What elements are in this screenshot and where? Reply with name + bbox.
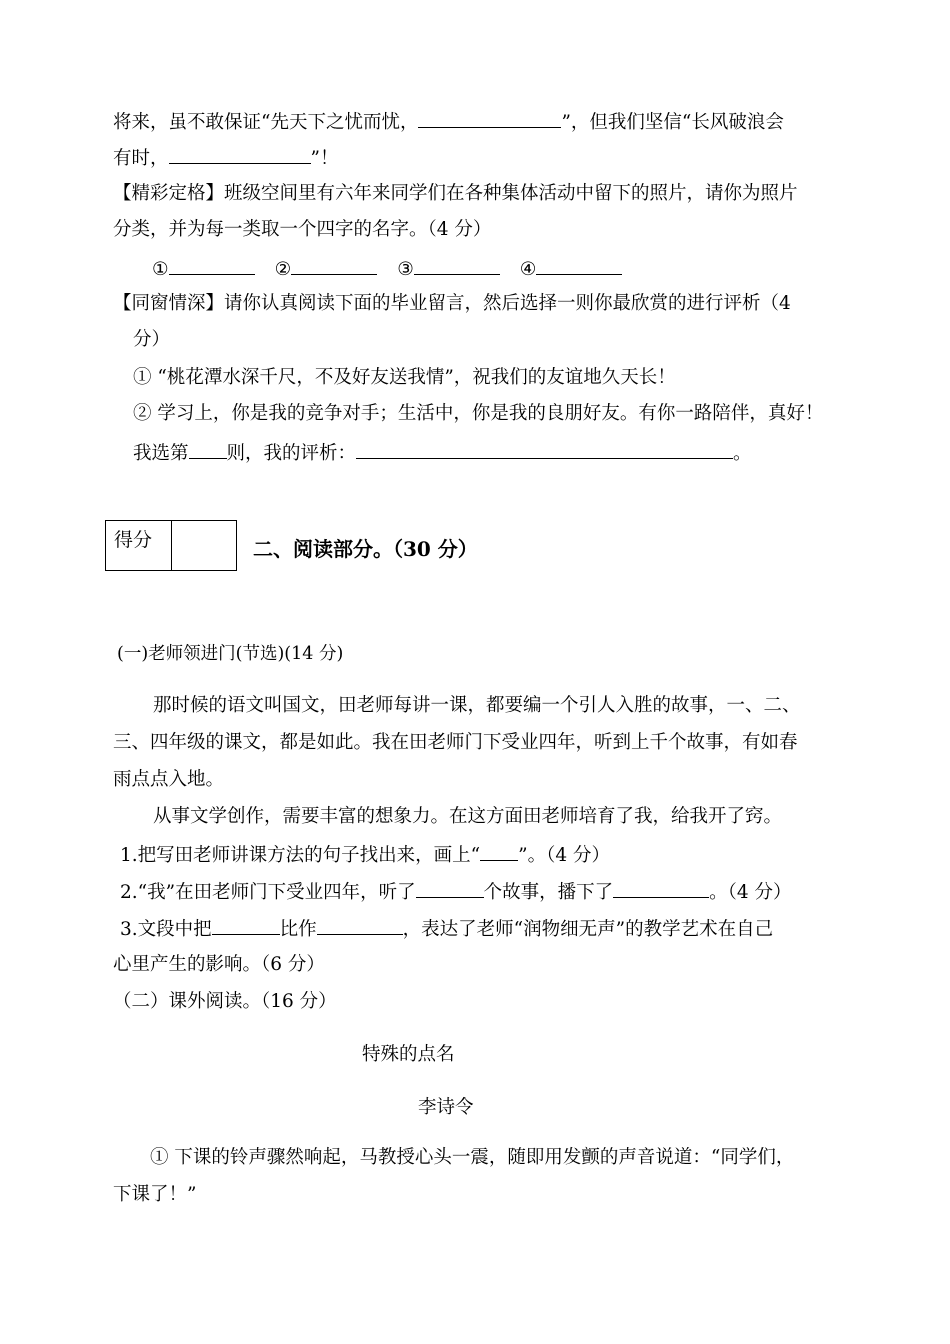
- fill-blank[interactable]: [189, 440, 227, 459]
- text-line: [113, 145, 338, 171]
- reading2-heading: （二）课外阅读。（16 分）: [113, 991, 337, 1012]
- article-title: 特殊的点名: [362, 1044, 455, 1065]
- fill-blank[interactable]: [291, 256, 377, 275]
- score-label: 得分: [106, 521, 172, 570]
- score-box: [105, 520, 237, 571]
- question-2: [120, 879, 792, 905]
- reading1-para1-line2: 三、四年级的课文，都是如此。我在田老师门下受业四年，听到上千个故事，有如春: [113, 732, 798, 753]
- reading2-para1-line1: ① 下课的铃声骤然响起，马教授心头一震，随即用发颤的声音说道：“同学们，: [150, 1147, 795, 1168]
- text-segment: ，表达了老师“润物细无声”的教学艺术在自己: [402, 919, 774, 940]
- question-jingcai-line1: 【精彩定格】班级空间里有六年来同学们在各种集体活动中留下的照片，请你为照片: [113, 183, 798, 204]
- article-author: 李诗令: [418, 1097, 474, 1118]
- answer-blanks-row: [152, 256, 622, 282]
- question-1: [120, 842, 610, 868]
- section-title: 二、阅读部分。（30 分）: [253, 537, 478, 561]
- text-segment: ”！: [310, 148, 339, 169]
- fill-blank[interactable]: [356, 440, 733, 459]
- text-line: [113, 109, 784, 135]
- text-segment: 我选第: [133, 443, 189, 464]
- text-segment: 有时，: [113, 148, 169, 169]
- text-segment: 2.“我”在田老师门下受业四年，听了: [120, 882, 416, 903]
- text-segment: 3.文段中把: [120, 919, 212, 940]
- question-tongchuang-line1: 【同窗情深】请你认真阅读下面的毕业留言，然后选择一则你最欣赏的进行评析（4: [113, 293, 791, 314]
- question-tongchuang-line2: 分）: [133, 329, 171, 350]
- fill-blank[interactable]: [169, 256, 255, 275]
- item-number: ①: [152, 259, 169, 280]
- fill-blank[interactable]: [414, 256, 500, 275]
- fill-blank[interactable]: [536, 256, 622, 275]
- item-number: ④: [519, 259, 537, 280]
- reading1-heading: (一)老师领进门(节选)(14 分): [117, 644, 344, 664]
- text-segment: 。: [733, 443, 752, 464]
- text-segment: ”，但我们坚信“长风破浪会: [561, 112, 784, 133]
- text-segment: 。（4 分）: [709, 882, 792, 903]
- message-2: ② 学习上，你是我的竞争对手；生活中，你是我的良朋好友。有你一路陪伴，真好！: [133, 403, 824, 424]
- text-segment: 比作: [279, 919, 317, 940]
- item-number: ③: [397, 259, 414, 280]
- fill-blank[interactable]: [416, 879, 484, 898]
- fill-blank[interactable]: [480, 842, 518, 861]
- reading1-para2: 从事文学创作，需要丰富的想象力。在这方面田老师培育了我，给我开了窍。: [153, 806, 783, 827]
- fill-blank[interactable]: [418, 109, 561, 128]
- item-number: ②: [274, 259, 292, 280]
- text-segment: ”。（4 分）: [518, 845, 610, 866]
- reading2-para1-line2: 下课了！”: [113, 1184, 197, 1205]
- question-3-line2: 心里产生的影响。（6 分）: [113, 954, 325, 975]
- fill-blank[interactable]: [169, 145, 311, 164]
- question-jingcai-line2: 分类，并为每一类取一个四字的名字。（4 分）: [113, 219, 492, 240]
- reading1-para1-line1: 那时候的语文叫国文，田老师每讲一课，都要编一个引人入胜的故事，一、二、: [153, 695, 801, 716]
- text-segment: 1.把写田老师讲课方法的句子找出来，画上“: [120, 845, 481, 866]
- text-segment: 则，我的评析：: [226, 443, 357, 464]
- score-value[interactable]: [172, 521, 236, 570]
- answer-line: [133, 440, 752, 466]
- text-segment: 个故事，播下了: [483, 882, 614, 903]
- fill-blank[interactable]: [317, 916, 403, 935]
- message-1: ① “桃花潭水深千尺，不及好友送我情”，祝我们的友谊地久天长！: [133, 367, 676, 388]
- fill-blank[interactable]: [212, 916, 280, 935]
- reading1-para1-line3: 雨点点入地。: [113, 769, 225, 790]
- text-segment: 将来，虽不敢保证“先天下之忧而忧，: [113, 112, 419, 133]
- question-3: [120, 916, 773, 942]
- fill-blank[interactable]: [613, 879, 709, 898]
